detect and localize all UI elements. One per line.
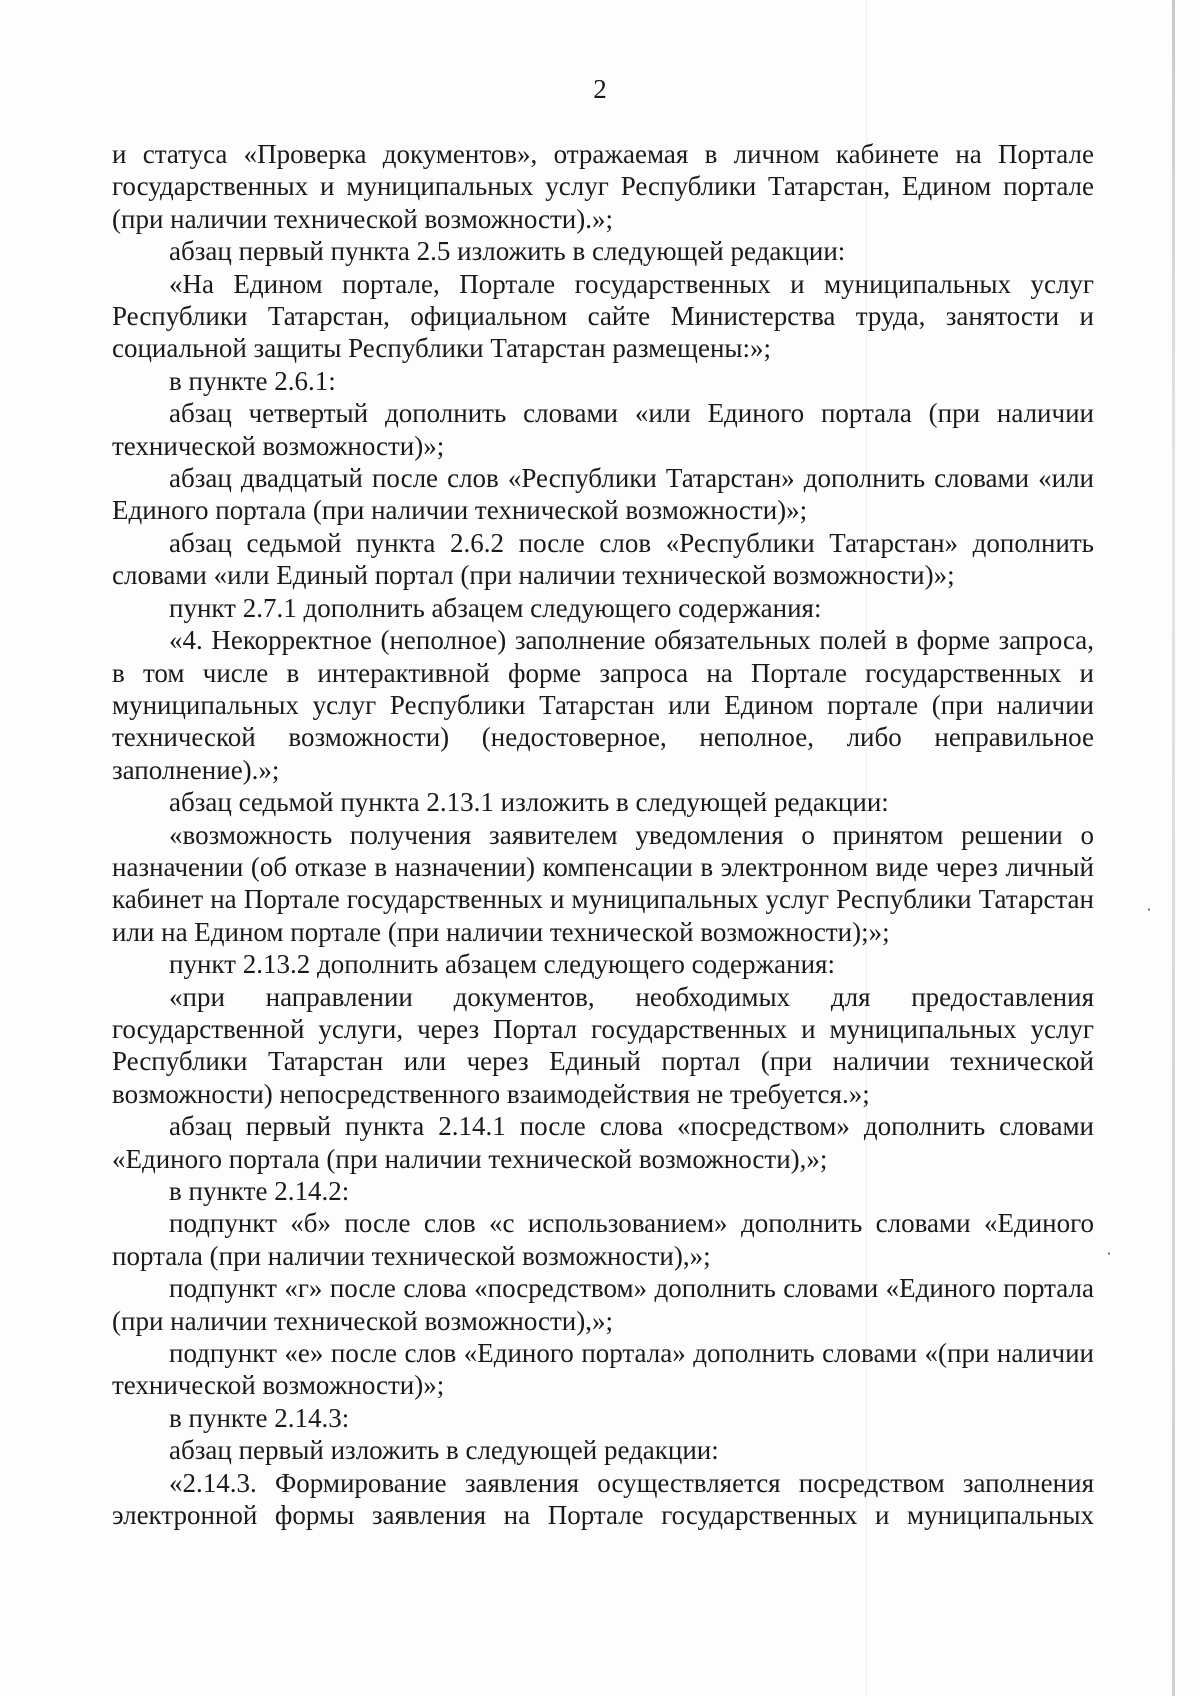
- paragraph: абзац седьмой пункта 2.6.2 после слов «Республики Татарстан» дополнить словами «или Единый портал (при наличии технической возможности)»;: [112, 527, 1094, 591]
- paragraph: подпункт «б» после слов «с использованием» дополнить словами «Единого портала (при наличии технической возможности),»;: [112, 1208, 1094, 1271]
- paragraph: в пункте 2.6.1:: [169, 365, 336, 396]
- paragraph: абзац первый пункта 2.14.1 после слова «посредством» дополнить словами «Единого портала (при наличии технической возможности),»;: [112, 1111, 1094, 1174]
- paragraph: абзац первый изложить в следующей редакции:: [169, 1435, 719, 1466]
- paragraph: абзац седьмой пункта 2.13.1 изложить в следующей редакции:: [169, 787, 889, 818]
- paragraph: подпункт «е» после слов «Единого портала» дополнить словами «(при наличии технической возможности)»;: [112, 1338, 1094, 1401]
- paragraph: пункт 2.7.1 дополнить абзацем следующего содержания:: [169, 592, 822, 623]
- paragraph: «На Едином портале, Портале государственных и муниципальных услуг Республики Татарстан, официальном сайте Министерства труда, занятости и социальной защиты Республики Татарстан размещены:»;: [112, 268, 1094, 364]
- scan-edge-shadow: [1172, 0, 1175, 1696]
- paragraph: «возможность получения заявителем уведомления о принятом решении о назначении (об отказе в назначении) компенсации в электронном виде через личный кабинет на Портале государственных и муниципальных услуг Республики Татарстан или на Едином портале (при наличии технической возможности);»;: [112, 819, 1094, 947]
- paragraph: в пункте 2.14.3:: [169, 1402, 350, 1433]
- paragraph: «4. Некорректное (неполное) заполнение обязательных полей в форме запроса, в том числе в интерактивной форме запроса на Портале государственных и муниципальных услуг Республики Татарстан или Едином портале (при наличии технической возможности) (недостоверное, неполное, либо неправильное заполнение).»;: [112, 625, 1094, 785]
- paragraph: абзац первый пункта 2.5 изложить в следующей редакции:: [169, 236, 846, 267]
- paragraph: «при направлении документов, необходимых для предоставления государственной услуги, через Портал государственных и муниципальных услуг Республики Татарстан или через Единый портал (при наличии технической возможности) непосредственного взаимодействия не требуется.»;: [112, 981, 1094, 1109]
- paragraph: и статуса «Проверка документов», отражаемая в личном кабинете на Портале государственных и муниципальных услуг Республики Татарстан, Едином портале (при наличии технической возможности).»;: [112, 139, 1094, 234]
- paragraph: абзац двадцатый после слов «Республики Татарстан» дополнить словами «или Единого портала (при наличии технической возможности)»;: [112, 463, 1094, 526]
- paragraph: пункт 2.13.2 дополнить абзацем следующего содержания:: [169, 949, 835, 980]
- paragraph: абзац четвертый дополнить словами «или Единого портала (при наличии технической возможности)»;: [112, 398, 1094, 461]
- paragraph: «2.14.3. Формирование заявления осуществляется посредством заполнения электронной формы заявления на Портале государственных и муниципальных: [112, 1467, 1094, 1531]
- scan-speck: [1108, 1252, 1110, 1255]
- paragraph: в пункте 2.14.2:: [169, 1176, 350, 1206]
- scan-speck: [1148, 908, 1150, 911]
- document-body: [112, 138, 1094, 1531]
- paragraph: подпункт «г» после слова «посредством» дополнить словами «Единого портала (при наличии технической возможности),»;: [112, 1273, 1094, 1336]
- page-number: 2: [593, 74, 607, 104]
